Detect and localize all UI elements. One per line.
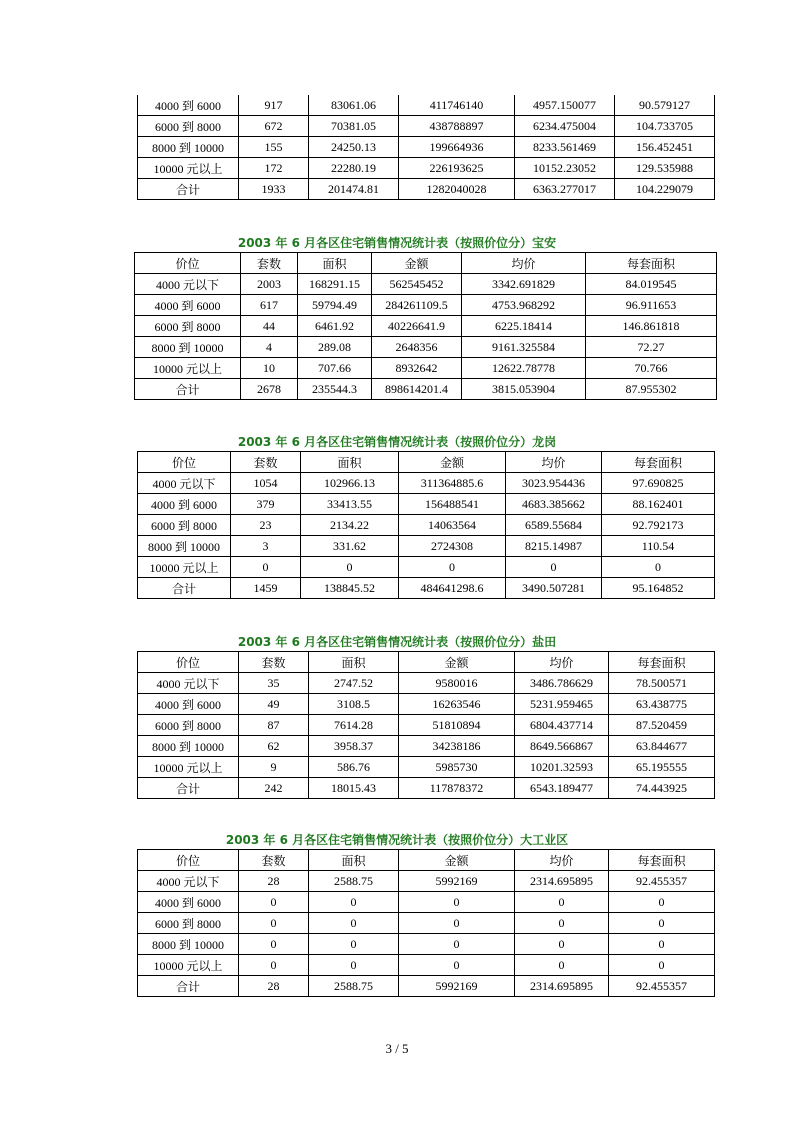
table-cell: 33413.55 [301, 494, 399, 515]
table-cell: 1459 [231, 578, 301, 599]
table-row [138, 95, 715, 116]
table-header-row [138, 652, 715, 673]
table-cell: 168291.15 [298, 274, 372, 295]
table-cell: 0 [609, 934, 715, 955]
table-cell: 51810894 [399, 715, 515, 736]
table-row [138, 673, 715, 694]
table-cell: 8000 到 10000 [138, 536, 231, 557]
table-cell: 0 [609, 955, 715, 976]
table-cell: 242 [239, 778, 309, 799]
table-cell: 4 [241, 337, 298, 358]
table-cell: 3108.5 [309, 694, 399, 715]
column-header: 套数 [239, 850, 309, 871]
table-cell: 284261109.5 [372, 295, 462, 316]
table-yantian [137, 651, 715, 799]
table-cell: 6000 到 8000 [138, 913, 239, 934]
table-cell: 586.76 [309, 757, 399, 778]
table-row [138, 715, 715, 736]
table-title-baoan: 2003 年 6 月各区住宅销售情况统计表（按照价位分）宝安 [237, 236, 557, 250]
table-cell: 6000 到 8000 [138, 116, 239, 137]
table-cell: 10201.32593 [515, 757, 609, 778]
table-header-row [138, 850, 715, 871]
table-cell: 0 [239, 913, 309, 934]
table-cell: 6225.18414 [462, 316, 586, 337]
table-cell: 0 [506, 557, 602, 578]
table-cell: 16263546 [399, 694, 515, 715]
table-cell: 2003 [241, 274, 298, 295]
table-cell: 3023.954436 [506, 473, 602, 494]
table-row [138, 578, 715, 599]
table-cell: 156.452451 [615, 137, 715, 158]
page-number: 3 / 5 [385, 1041, 409, 1056]
table-cell: 0 [399, 892, 515, 913]
table-cell: 6804.437714 [515, 715, 609, 736]
table-cell: 92.455357 [609, 871, 715, 892]
column-header: 均价 [462, 253, 586, 274]
column-header: 每套面积 [609, 850, 715, 871]
column-header: 价位 [138, 452, 231, 473]
table-cell: 146.861818 [586, 316, 717, 337]
column-header: 每套面积 [602, 452, 715, 473]
table-cell: 0 [399, 557, 506, 578]
table-cell: 3958.37 [309, 736, 399, 757]
column-header: 金额 [399, 452, 506, 473]
table-cell: 10000 元以上 [138, 158, 239, 179]
table-cell: 8000 到 10000 [138, 137, 239, 158]
table-row [135, 274, 717, 295]
column-header: 面积 [301, 452, 399, 473]
table-cell: 合计 [138, 578, 231, 599]
table-cell: 18015.43 [309, 778, 399, 799]
table-cell: 8000 到 10000 [138, 934, 239, 955]
table-cell: 0 [515, 913, 609, 934]
table-row [138, 871, 715, 892]
table-row [138, 934, 715, 955]
column-header: 均价 [506, 452, 602, 473]
table-cell: 92.792173 [602, 515, 715, 536]
table-cell: 155 [239, 137, 309, 158]
table-cell: 22280.19 [309, 158, 399, 179]
table-cell: 2314.695895 [515, 871, 609, 892]
table-row [138, 557, 715, 578]
table-cell: 3815.053904 [462, 379, 586, 400]
table-row [135, 337, 717, 358]
table-row [135, 358, 717, 379]
table-cell: 110.54 [602, 536, 715, 557]
table-cell: 0 [309, 955, 399, 976]
table-cell: 40226641.9 [372, 316, 462, 337]
table-cell: 6000 到 8000 [138, 515, 231, 536]
table-cell: 2724308 [399, 536, 506, 557]
table-cell: 72.27 [586, 337, 717, 358]
column-header: 每套面积 [609, 652, 715, 673]
column-header: 均价 [515, 850, 609, 871]
table-cell: 0 [515, 892, 609, 913]
table-cell: 92.455357 [609, 976, 715, 997]
table-cell: 0 [399, 913, 515, 934]
table-cell: 672 [239, 116, 309, 137]
table-cell: 104.229079 [615, 179, 715, 200]
table-cell: 87.520459 [609, 715, 715, 736]
table-cell: 4000 到 6000 [138, 892, 239, 913]
table-title-dagongyequ: 2003 年 6 月各区住宅销售情况统计表（按照价位分）大工业区 [225, 833, 569, 847]
table-cell: 合计 [135, 379, 241, 400]
table-cell: 4000 到 6000 [138, 95, 239, 116]
table-row [138, 955, 715, 976]
table-cell: 97.690825 [602, 473, 715, 494]
table-cell: 8000 到 10000 [135, 337, 241, 358]
table-cell: 24250.13 [309, 137, 399, 158]
table-cell: 4753.968292 [462, 295, 586, 316]
table-cell: 4000 元以下 [135, 274, 241, 295]
table-cell: 138845.52 [301, 578, 399, 599]
table-cell: 235544.3 [298, 379, 372, 400]
table-cell: 4000 元以下 [138, 473, 231, 494]
table-cell: 201474.81 [309, 179, 399, 200]
table-cell: 129.535988 [615, 158, 715, 179]
table-cell: 12622.78778 [462, 358, 586, 379]
table-row [135, 295, 717, 316]
table-row [135, 379, 717, 400]
table-row [138, 736, 715, 757]
table-cell: 83061.06 [309, 95, 399, 116]
table-cell: 102966.13 [301, 473, 399, 494]
table-cell: 2678 [241, 379, 298, 400]
table-cell: 411746140 [399, 95, 515, 116]
table-cell: 199664936 [399, 137, 515, 158]
table-cell: 6000 到 8000 [135, 316, 241, 337]
table-row [138, 179, 715, 200]
column-header: 金额 [399, 652, 515, 673]
table-cell: 2588.75 [309, 871, 399, 892]
table-longgang [137, 451, 715, 599]
table-cell: 6000 到 8000 [138, 715, 239, 736]
table-cell: 4683.385662 [506, 494, 602, 515]
table-cell: 1282040028 [399, 179, 515, 200]
table-cell: 6234.475004 [515, 116, 615, 137]
table-cell: 87 [239, 715, 309, 736]
table-cell: 6363.277017 [515, 179, 615, 200]
table-cell: 59794.49 [298, 295, 372, 316]
table-cell: 5985730 [399, 757, 515, 778]
table-baoan [134, 252, 717, 400]
table-cell: 10 [241, 358, 298, 379]
table-cell: 9 [239, 757, 309, 778]
column-header: 面积 [309, 652, 399, 673]
table-title-yantian: 2003 年 6 月各区住宅销售情况统计表（按照价位分）盐田 [237, 635, 557, 649]
table-cell: 8233.561469 [515, 137, 615, 158]
table-cell: 7614.28 [309, 715, 399, 736]
table-cell: 10000 元以上 [135, 358, 241, 379]
table-cell: 172 [239, 158, 309, 179]
table-cell: 0 [239, 892, 309, 913]
table-row [138, 137, 715, 158]
table-cell: 78.500571 [609, 673, 715, 694]
column-header: 价位 [138, 652, 239, 673]
table-cell: 70381.05 [309, 116, 399, 137]
table-cell: 2648356 [372, 337, 462, 358]
table-cell: 87.955302 [586, 379, 717, 400]
table-row [138, 694, 715, 715]
table-cell: 5992169 [399, 976, 515, 997]
table-cell: 4957.150077 [515, 95, 615, 116]
table-shenzhen-continued [137, 95, 715, 200]
table-cell: 331.62 [301, 536, 399, 557]
table-cell: 562545452 [372, 274, 462, 295]
table-cell: 14063564 [399, 515, 506, 536]
table-cell: 44 [241, 316, 298, 337]
table-cell: 合计 [138, 976, 239, 997]
table-cell: 3490.507281 [506, 578, 602, 599]
table-title-longgang: 2003 年 6 月各区住宅销售情况统计表（按照价位分）龙岗 [237, 435, 557, 449]
table-cell: 0 [301, 557, 399, 578]
table-cell: 484641298.6 [399, 578, 506, 599]
table-row [138, 892, 715, 913]
table-cell: 8215.14987 [506, 536, 602, 557]
table-row [138, 536, 715, 557]
table-cell: 4000 到 6000 [135, 295, 241, 316]
table-cell: 62 [239, 736, 309, 757]
table-cell: 65.195555 [609, 757, 715, 778]
table-cell: 5992169 [399, 871, 515, 892]
table-cell: 5231.959465 [515, 694, 609, 715]
table-cell: 10000 元以上 [138, 557, 231, 578]
table-cell: 合计 [138, 179, 239, 200]
table-cell: 0 [309, 913, 399, 934]
table-cell: 8000 到 10000 [138, 736, 239, 757]
table-dagongyequ [137, 849, 715, 997]
column-header: 套数 [231, 452, 301, 473]
table-cell: 0 [609, 913, 715, 934]
table-cell: 0 [239, 955, 309, 976]
table-row [138, 116, 715, 137]
table-row [138, 515, 715, 536]
table-cell: 0 [239, 934, 309, 955]
table-cell: 0 [602, 557, 715, 578]
table-cell: 289.08 [298, 337, 372, 358]
table-row [138, 158, 715, 179]
table-cell: 8932642 [372, 358, 462, 379]
table-cell: 3 [231, 536, 301, 557]
table-cell: 4000 到 6000 [138, 694, 239, 715]
table-cell: 35 [239, 673, 309, 694]
table-header-row [138, 452, 715, 473]
table-cell: 63.438775 [609, 694, 715, 715]
table-cell: 2314.695895 [515, 976, 609, 997]
table-cell: 226193625 [399, 158, 515, 179]
table-cell: 96.911653 [586, 295, 717, 316]
table-header-row [135, 253, 717, 274]
table-cell: 1054 [231, 473, 301, 494]
table-cell: 311364885.6 [399, 473, 506, 494]
table-cell: 379 [231, 494, 301, 515]
table-row [135, 316, 717, 337]
table-row [138, 778, 715, 799]
table-cell: 4000 到 6000 [138, 494, 231, 515]
table-cell: 2588.75 [309, 976, 399, 997]
table-cell: 84.019545 [586, 274, 717, 295]
table-row [138, 757, 715, 778]
table-cell: 9580016 [399, 673, 515, 694]
table-cell: 10152.23052 [515, 158, 615, 179]
table-cell: 0 [515, 955, 609, 976]
table-cell: 0 [309, 892, 399, 913]
table-cell: 23 [231, 515, 301, 536]
table-cell: 0 [399, 955, 515, 976]
table-cell: 0 [515, 934, 609, 955]
table-cell: 2134.22 [301, 515, 399, 536]
table-cell: 0 [399, 934, 515, 955]
table-cell: 1933 [239, 179, 309, 200]
table-cell: 9161.325584 [462, 337, 586, 358]
table-cell: 0 [231, 557, 301, 578]
table-cell: 3486.786629 [515, 673, 609, 694]
table-cell: 117878372 [399, 778, 515, 799]
table-cell: 438788897 [399, 116, 515, 137]
table-cell: 0 [309, 934, 399, 955]
table-cell: 104.733705 [615, 116, 715, 137]
table-cell: 70.766 [586, 358, 717, 379]
table-cell: 8649.566867 [515, 736, 609, 757]
table-cell: 917 [239, 95, 309, 116]
table-row [138, 976, 715, 997]
table-cell: 4000 元以下 [138, 871, 239, 892]
table-row [138, 494, 715, 515]
table-cell: 707.66 [298, 358, 372, 379]
table-cell: 88.162401 [602, 494, 715, 515]
table-cell: 90.579127 [615, 95, 715, 116]
table-cell: 95.164852 [602, 578, 715, 599]
column-header: 价位 [135, 253, 241, 274]
table-row [138, 473, 715, 494]
table-cell: 63.844677 [609, 736, 715, 757]
table-cell: 6461.92 [298, 316, 372, 337]
table-row [138, 913, 715, 934]
column-header: 套数 [239, 652, 309, 673]
table-cell: 898614201.4 [372, 379, 462, 400]
table-cell: 3342.691829 [462, 274, 586, 295]
column-header: 金额 [399, 850, 515, 871]
table-cell: 10000 元以上 [138, 757, 239, 778]
table-cell: 0 [609, 892, 715, 913]
table-cell: 10000 元以上 [138, 955, 239, 976]
column-header: 金额 [372, 253, 462, 274]
table-cell: 6543.189477 [515, 778, 609, 799]
table-cell: 4000 元以下 [138, 673, 239, 694]
table-cell: 28 [239, 976, 309, 997]
column-header: 面积 [309, 850, 399, 871]
table-cell: 74.443925 [609, 778, 715, 799]
column-header: 均价 [515, 652, 609, 673]
table-cell: 49 [239, 694, 309, 715]
table-cell: 2747.52 [309, 673, 399, 694]
table-cell: 156488541 [399, 494, 506, 515]
column-header: 每套面积 [586, 253, 717, 274]
table-cell: 6589.55684 [506, 515, 602, 536]
column-header: 面积 [298, 253, 372, 274]
table-cell: 34238186 [399, 736, 515, 757]
table-cell: 合计 [138, 778, 239, 799]
column-header: 价位 [138, 850, 239, 871]
table-cell: 28 [239, 871, 309, 892]
table-cell: 617 [241, 295, 298, 316]
column-header: 套数 [241, 253, 298, 274]
